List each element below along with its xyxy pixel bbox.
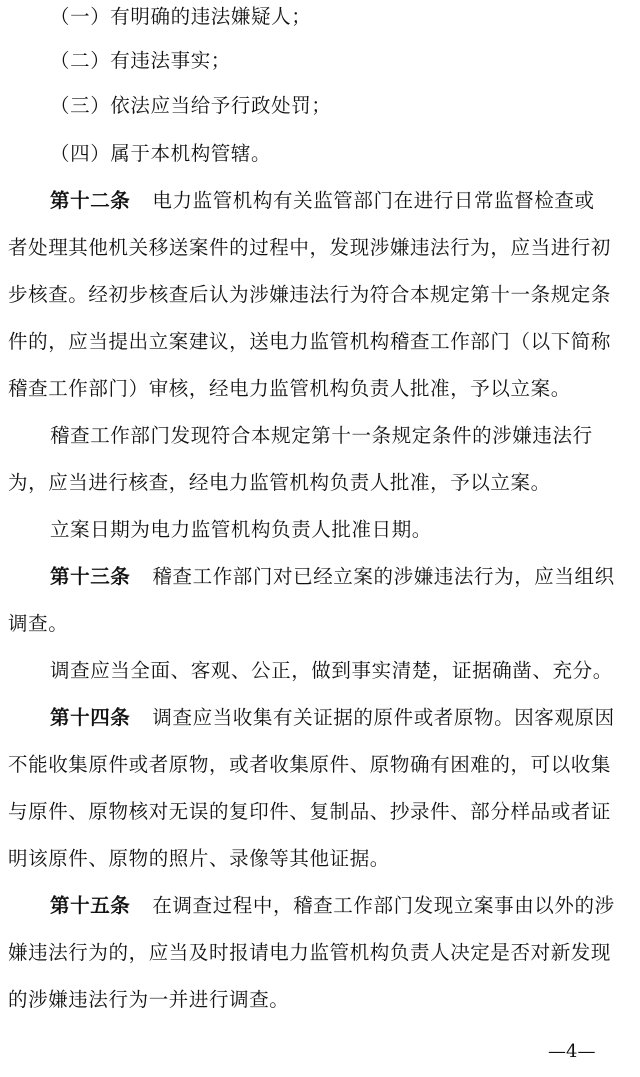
article-13-heading: 第十三条 <box>50 565 131 588</box>
article-12-paragraph-3: 立案日期为电力监管机构负责人批准日期。 <box>50 518 432 541</box>
article-14-line: 不能收集原件或者原物，或者收集原件、原物确有困难的，可以收集 <box>8 753 612 776</box>
article-12-line: 稽查工作部门）审核，经电力监管机构负责人批准，予以立案。 <box>8 377 571 400</box>
article-14-heading: 第十四条 <box>50 706 131 729</box>
list-item-3: （三）依法应当给予行政处罚； <box>50 94 332 117</box>
article-12-paragraph-2: 稽查工作部门发现符合本规定第十一条规定条件的涉嫌违法行 <box>50 424 593 447</box>
article-14-first-line <box>50 703 640 733</box>
list-item-4: （四）属于本机构管辖。 <box>50 142 272 165</box>
article-13-paragraph-2: 调查应当全面、客观、公正，做到事实清楚，证据确凿、充分。 <box>50 659 613 682</box>
article-12-paragraph-2-line: 为，应当进行核查，经电力监管机构负责人批准，予以立案。 <box>8 471 551 494</box>
article-12-first-line <box>50 186 640 216</box>
list-item-1: （一）有明确的违法嫌疑人； <box>50 5 312 28</box>
article-15-heading: 第十五条 <box>50 894 131 917</box>
article-12-line: 步核查。经初步核查后认为涉嫌违法行为符合本规定第十一条规定条 <box>8 283 612 306</box>
article-15-text: 在调查过程中，稽查工作部门发现立案事由以外的涉 <box>152 894 615 917</box>
article-13-text: 稽查工作部门对已经立案的涉嫌违法行为，应当组织 <box>152 565 615 588</box>
page-number: —4— <box>548 1041 596 1062</box>
article-12-heading: 第十二条 <box>50 189 131 212</box>
list-item-2: （二）有违法事实； <box>50 49 231 72</box>
article-14-line: 与原件、原物核对无误的复印件、复制品、抄录件、部分样品或者证 <box>8 800 612 823</box>
article-15-line: 的涉嫌违法行为一并进行调查。 <box>8 988 290 1011</box>
article-12-text: 电力监管机构有关监管部门在进行日常监督检查或 <box>152 189 595 212</box>
article-14-line: 明该原件、原物的照片、录像等其他证据。 <box>8 847 390 870</box>
article-14-text: 调查应当收集有关证据的原件或者原物。因客观原因 <box>152 706 615 729</box>
article-12-line: 件的，应当提出立案建议，送电力监管机构稽查工作部门（以下简称 <box>8 330 612 353</box>
article-13-line: 调查。 <box>8 612 69 635</box>
article-15-line: 嫌违法行为的，应当及时报请电力监管机构负责人决定是否对新发现 <box>8 941 612 964</box>
article-13-first-line <box>50 562 640 592</box>
article-12-line: 者处理其他机关移送案件的过程中，发现涉嫌违法行为，应当进行初 <box>8 236 612 259</box>
article-15-first-line <box>50 891 640 921</box>
